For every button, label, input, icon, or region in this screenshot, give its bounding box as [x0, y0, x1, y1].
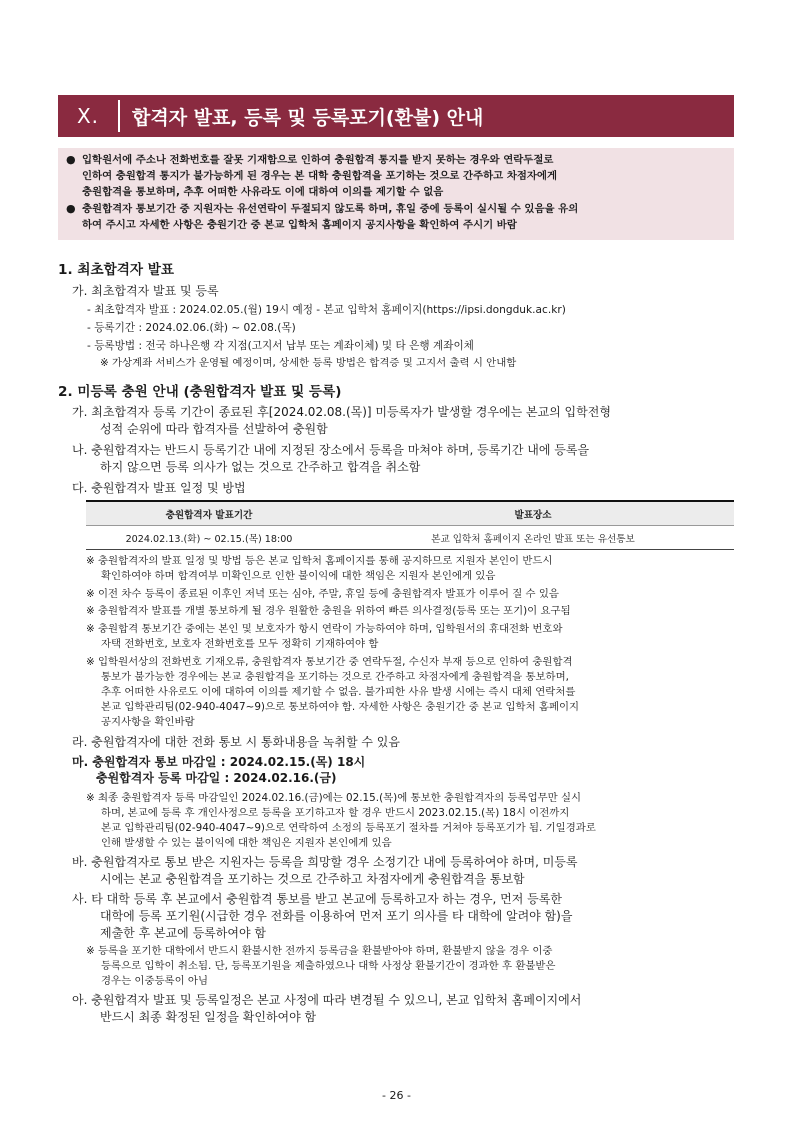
section-title-bar: [58, 95, 734, 137]
detail-registration-method: - 등록방법 : 전국 하나은행 각 지점(고지서 납부 또는 계좌이체) 및 타 은행 계좌이체: [87, 340, 474, 352]
note-virtual-account: ※ 가상계좌 서비스가 운영될 예정이며, 상세한 등록 방법은 합격증 및 고지서 출력 시 안내함: [100, 357, 517, 369]
heading-additional-admission: 2. 미등록 충원 안내 (충원합격자 발표 및 등록): [58, 384, 342, 400]
item-a-line1: 아. 충원합격자 발표 및 등록일정은 본교 사정에 따라 변경될 수 있으니, 본교 입학처 홈페이지에서: [72, 993, 582, 1007]
header-place: 발표장소: [332, 501, 734, 526]
notice-line: 충원합격자 통보기간 중 지원자는 유선연락이 두절되지 않도록 하며, 휴일 중에 등록이 실시될 수 있음을 유의: [82, 202, 579, 215]
notice-item: [66, 201, 730, 233]
header-period: 충원합격자 발표기간: [86, 501, 332, 526]
note-5-line4: 본교 입학관리팀(02-940-4047~9)으로 통보하여야 함. 자세한 사항은 충원기간 중 본교 입학처 홈페이지: [101, 701, 580, 713]
item-a-line2: 반드시 최종 확정된 일정을 확인하여야 함: [100, 1010, 317, 1024]
bullet-icon: ●: [66, 153, 76, 166]
notice-line: 인하여 충원합격 통지가 불가능하게 된 경우는 본 대학 충원합격을 포기하는 것으로 간주하고 차점자에게: [82, 170, 558, 183]
note-5-line3: 추후 어떠한 사유로도 이에 대하여 이의를 제기할 수 없음. 불가피한 사유 발생 시에는 즉시 대체 연락처를: [101, 686, 576, 698]
section-number: X.: [76, 104, 100, 128]
section-title: 합격자 발표, 등록 및 등록포기(환불) 안내: [132, 106, 484, 129]
item-ba-line1: 바. 충원합격자로 통보 받은 지원자는 등록을 희망할 경우 소정기간 내에 등록하여야 하며, 미등록: [72, 855, 578, 869]
page-number: - 26 -: [382, 1089, 411, 1102]
item-sa-line3: 제출한 후 본교에 등록하여야 함: [100, 926, 266, 940]
item-ra: 라. 충원합격자에 대한 전화 통보 시 통화내용을 녹취할 수 있음: [72, 735, 400, 749]
detail-registration-period: - 등록기간 : 2024.02.06.(화) ~ 02.08.(목): [87, 322, 296, 334]
item-ga-first: 가. 최초합격자 발표 및 등록: [72, 284, 219, 298]
note-s-line1: ※ 등록을 포기한 대학에서 반드시 환불시한 전까지 등록금을 환불받아야 하며, 환불받지 않을 경우 이중: [86, 945, 553, 957]
notice-line: 하여 주시고 자세한 사항은 충원기간 중 본교 입학처 홈페이지 공지사항을 확인하여 주시기 바람: [82, 218, 517, 231]
notice-line: 충원합격을 통보하며, 추후 어떠한 사유라도 이에 대하여 이의를 제기할 수 없음: [82, 186, 444, 199]
item-ba-line2: 시에는 본교 충원합격을 포기하는 것으로 간주하고 차점자에게 충원합격을 통보함: [100, 872, 525, 886]
note-1-line2: 확인하여야 하며 합격여부 미확인으로 인한 불이익에 대한 책임은 지원자 본인에게 있음: [101, 570, 496, 582]
note-m-line1: ※ 최종 충원합격자 등록 마감일인 2024.02.16.(금)에는 02.15.(목)에 통보한 충원합격자의 등록업무만 실시: [86, 792, 582, 804]
note-s-line2: 등록으로 입학이 취소됨. 단, 등록포기원을 제출하였으나 대학 사정상 환불기간이 경과한 후 환불받은: [101, 960, 556, 972]
item-da: 다. 충원합격자 발표 일정 및 방법: [72, 481, 246, 495]
item-na-line2: 하지 않으면 등록 의사가 없는 것으로 간주하고 합격을 취소함: [100, 460, 421, 474]
note-2: ※ 이전 차수 등록이 종료된 이후인 저녁 또는 심야, 주말, 휴일 등에 충원합격자 발표가 이루어 질 수 있음: [86, 588, 559, 600]
note-m-line2: 하며, 본교에 등록 후 개인사정으로 등록을 포기하고자 할 경우 반드시 2023.02.15.(목) 18시 이전까지: [101, 807, 570, 819]
note-5-line2: 통보가 불가능한 경우에는 본교 충원합격을 포기하는 것으로 간주하고 차점자에게 충원합격을 통보하며,: [101, 671, 569, 683]
note-4-line1: ※ 충원합격 통보기간 중에는 본인 및 보호자가 항시 연락이 가능하여야 하며, 입학원서의 휴대전화 번호와: [86, 623, 563, 635]
item-ma-line1: 마. 충원합격자 통보 마감일 : 2024.02.15.(목) 18시: [72, 755, 366, 769]
note-5-line1: ※ 입학원서상의 전화번호 기재오류, 충원합격자 통보기간 중 연락두절, 수신자 부재 등으로 인하여 충원합격: [86, 656, 573, 668]
notice-box: [58, 148, 734, 240]
note-4-line2: 자택 전화번호, 보호자 전화번호를 모두 정확히 기재하여야 함: [101, 638, 379, 650]
note-m-line3: 본교 입학관리팀(02-940-4047~9)으로 연락하여 소정의 등록포기 절차를 거쳐야 등록포기가 됨. 기일경과로: [101, 822, 596, 834]
item-sa-line2: 대학에 등록 포기원(시급한 경우 전화를 이용하여 먼저 포기 의사를 타 대학에 알려야 함)을: [100, 909, 573, 923]
cell-place: 본교 입학처 홈페이지 온라인 발표 또는 유선통보: [332, 526, 734, 550]
item-na-line1: 나. 충원합격자는 반드시 등록기간 내에 지정된 장소에서 등록을 마쳐야 하며, 등록기간 내에 등록을: [72, 443, 590, 457]
note-m-line4: 인해 발생할 수 있는 불이익에 대한 책임은 지원자 본인에게 있음: [101, 837, 392, 849]
detail-announcement: - 최초합격자 발표 : 2024.02.05.(월) 19시 예정 - 본교 입학처 홈페이지(https://ipsi.dongduk.ac.kr): [87, 304, 566, 316]
note-1-line1: ※ 충원합격자의 발표 일정 및 방법 등은 본교 입학처 홈페이지를 통해 공지하므로 지원자 본인이 반드시: [86, 555, 553, 567]
cell-period: 2024.02.13.(화) ~ 02.15.(목) 18:00: [86, 526, 332, 550]
note-5-line5: 공지사항을 확인바람: [101, 716, 195, 728]
table-header-row: [86, 501, 734, 526]
item-sa-line1: 사. 타 대학 등록 후 본교에서 충원합격 통보를 받고 본교에 등록하고자 하는 경우, 먼저 등록한: [72, 892, 562, 906]
schedule-table: [86, 500, 734, 550]
item-ga-line1: 가. 최초합격자 등록 기간이 종료된 후[2024.02.08.(목)] 미등록자가 발생할 경우에는 본교의 입학전형: [72, 405, 611, 419]
heading-first-announcement: 1. 최초합격자 발표: [58, 262, 175, 278]
note-s-line3: 경우는 이중등록이 아님: [101, 975, 208, 987]
notice-line: 입학원서에 주소나 전화번호를 잘못 기재함으로 인하여 충원합격 통지를 받지 못하는 경우와 연락두절로: [82, 154, 554, 166]
note-3: ※ 충원합격자 발표를 개별 통보하게 될 경우 원활한 충원을 위하여 빠른 의사결정(등록 또는 포기)이 요구됨: [86, 605, 571, 617]
notice-item: [66, 152, 730, 201]
item-ga-line2: 성적 순위에 따라 합격자를 선발하여 충원함: [100, 422, 328, 436]
item-ma-line2: 충원합격자 등록 마감일 : 2024.02.16.(금): [96, 771, 337, 785]
bullet-icon: ●: [66, 201, 76, 215]
table-row: [86, 526, 734, 550]
